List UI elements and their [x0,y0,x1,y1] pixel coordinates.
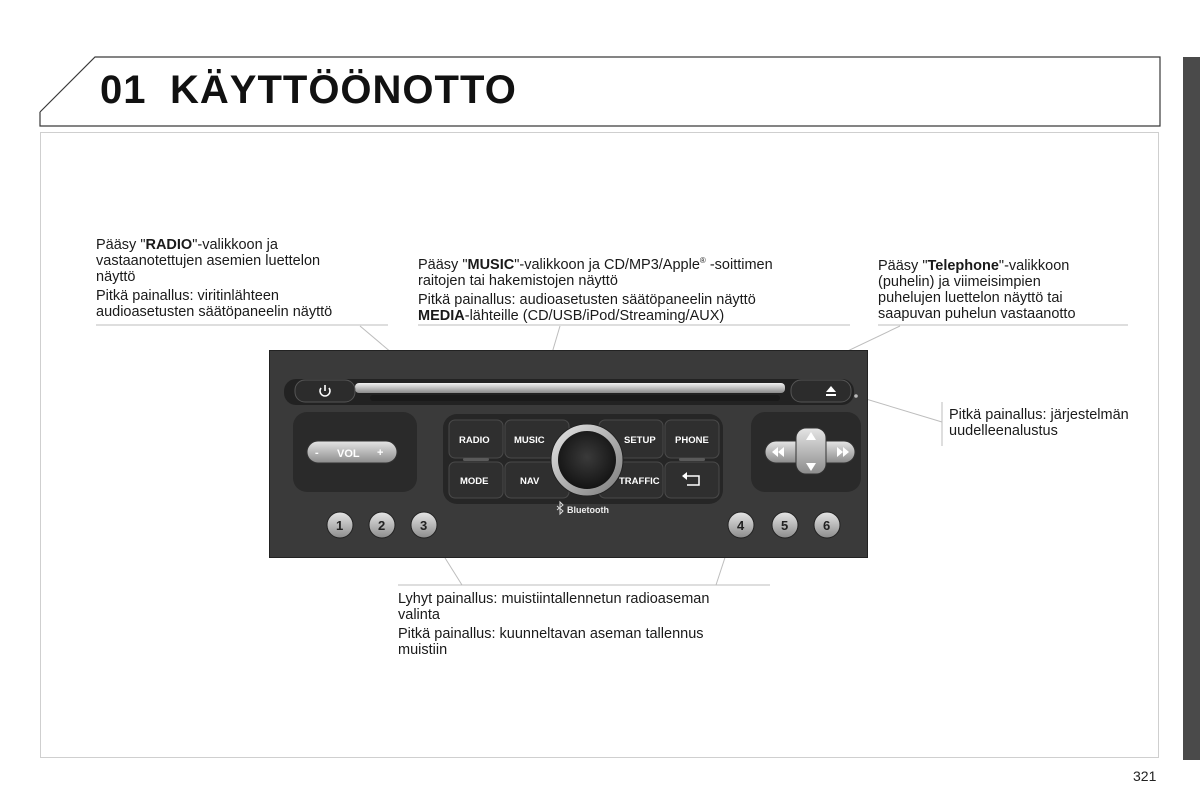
music-label: MUSIC [514,435,545,446]
preset-label-4: 4 [737,518,745,533]
selector-knob[interactable] [551,424,623,496]
callout-reset: Pitkä painallus: järjestelmän uudelleenalustus [949,407,1129,439]
vol-minus: - [315,447,319,459]
chapter-title: KÄYTTÖÖNOTTO [170,68,517,112]
vol-label: VOL [337,448,360,460]
reset-hole[interactable] [854,394,858,398]
radio-label: RADIO [459,435,490,446]
phone-label: PHONE [675,435,709,446]
bluetooth-label: Bluetooth [567,505,609,515]
eject-button[interactable] [791,380,851,402]
preset-label-5: 5 [781,518,789,533]
preset-label-1: 1 [336,518,344,533]
page-number: 321 [1133,768,1157,784]
nav-label: NAV [520,476,540,487]
traffic-label: TRAFFIC [619,476,660,487]
setup-label: SETUP [624,435,656,446]
chapter-number: 01 [100,68,147,112]
preset-label-2: 2 [378,518,386,533]
callout-presets: Lyhyt painallus: muistiintallennetun radioaseman valinta Pitkä painallus: kuunneltavan aseman tallennus muistiin [398,591,710,658]
back-button[interactable] [665,462,719,498]
preset-label-3: 3 [420,518,428,533]
callout-radio: Pääsy "RADIO"-valikkoon ja vastaanotettujen asemien luettelon näyttö Pitkä painallus: viritinlähteen audioasetusten säätöpaneelin näyttö [96,237,333,320]
callout-music: Pääsy "MUSIC"-valikkoon ja CD/MP3/Apple® -soittimen raitojen tai hakemistojen näyttö Pitkä painallus: audioasetusten säätöpaneelin näyttö MEDIA-lähteille (CD/USB/iPod/Streaming/AUX) [418,256,773,324]
vol-plus: + [377,447,384,459]
callout-phone: Pääsy "Telephone"-valikkoon (puhelin) ja viimeisimpien puhelujen luettelon näyttö tai saapuvan puhelun vastaanotto [878,258,1076,322]
panel-controls [269,350,868,558]
mode-label: MODE [460,476,489,487]
preset-label-6: 6 [823,518,831,533]
